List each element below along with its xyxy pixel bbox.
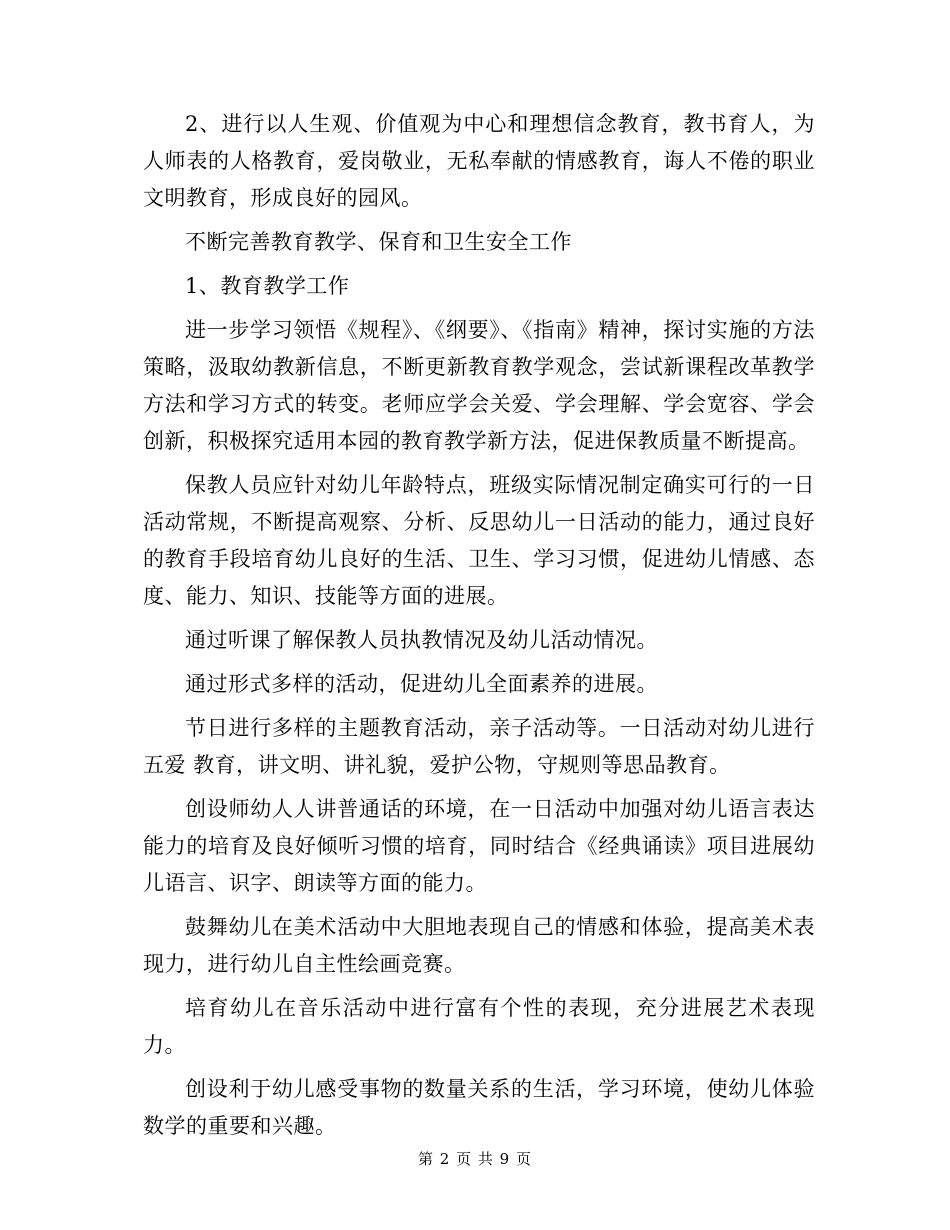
paragraph: 创设利于幼儿感受事物的数量关系的生活，学习环境，使幼儿体验数学的重要和兴趣。 [143, 1077, 815, 1138]
document-body [143, 106, 815, 1152]
paragraph: 创设师幼人人讲普通话的环境，在一日活动中加强对幼儿语言表达能力的培育及良好倾听习惯的培育，同时结合《经典诵读》项目进展幼儿语言、识字、朗读等方面的能力。 [143, 797, 815, 895]
paragraph: 培育幼儿在音乐活动中进行富有个性的表现，充分进展艺术表现力。 [143, 996, 815, 1057]
paragraph: 进一步学习领悟《规程》、《纲要》、《指南》精神，探讨实施的方法策略，汲取幼教新信息，不断更新教育教学观念，尝试新课程改革教学方法和学习方式的转变。老师应学会关爱、学会理解、学会宽容、学会创新，积极探究适用本园的教育教学新方法，促进保教质量不断提高。 [143, 318, 815, 453]
paragraph: 通过听课了解保教人员执教情况及幼儿活动情况。 [185, 628, 658, 652]
subsection-heading: 1、教育教学工作 [185, 274, 350, 298]
paragraph: 2、进行以人生观、价值观为中心和理想信念教育，教书育人，为人师表的人格教育，爱岗敬业，无私奉献的情感教育，诲人不倦的职业文明教育，形成良好的园风。 [143, 112, 815, 210]
paragraph: 保教人员应针对幼儿年龄特点，班级实际情况制定确实可行的一日活动常规，不断提高观察、分析、反思幼儿一日活动的能力，通过良好的教育手段培育幼儿良好的生活、卫生、学习习惯，促进幼儿情感、态度、能力、知识、技能等方面的进展。 [143, 473, 815, 608]
paragraph: 通过形式多样的活动，促进幼儿全面素养的进展。 [185, 672, 658, 696]
section-heading: 不断完善教育教学、保育和卫生安全工作 [185, 230, 572, 254]
paragraph: 节日进行多样的主题教育活动，亲子活动等。一日活动对幼儿进行 五爱 教育，讲文明、讲礼貌，爱护公物，守规则等思品教育。 [143, 716, 815, 777]
page-number-footer: 第 2 页 共 9 页 [418, 1150, 532, 1168]
paragraph: 鼓舞幼儿在美术活动中大胆地表现自己的情感和体验，提高美术表现力，进行幼儿自主性绘画竞赛。 [143, 915, 815, 976]
